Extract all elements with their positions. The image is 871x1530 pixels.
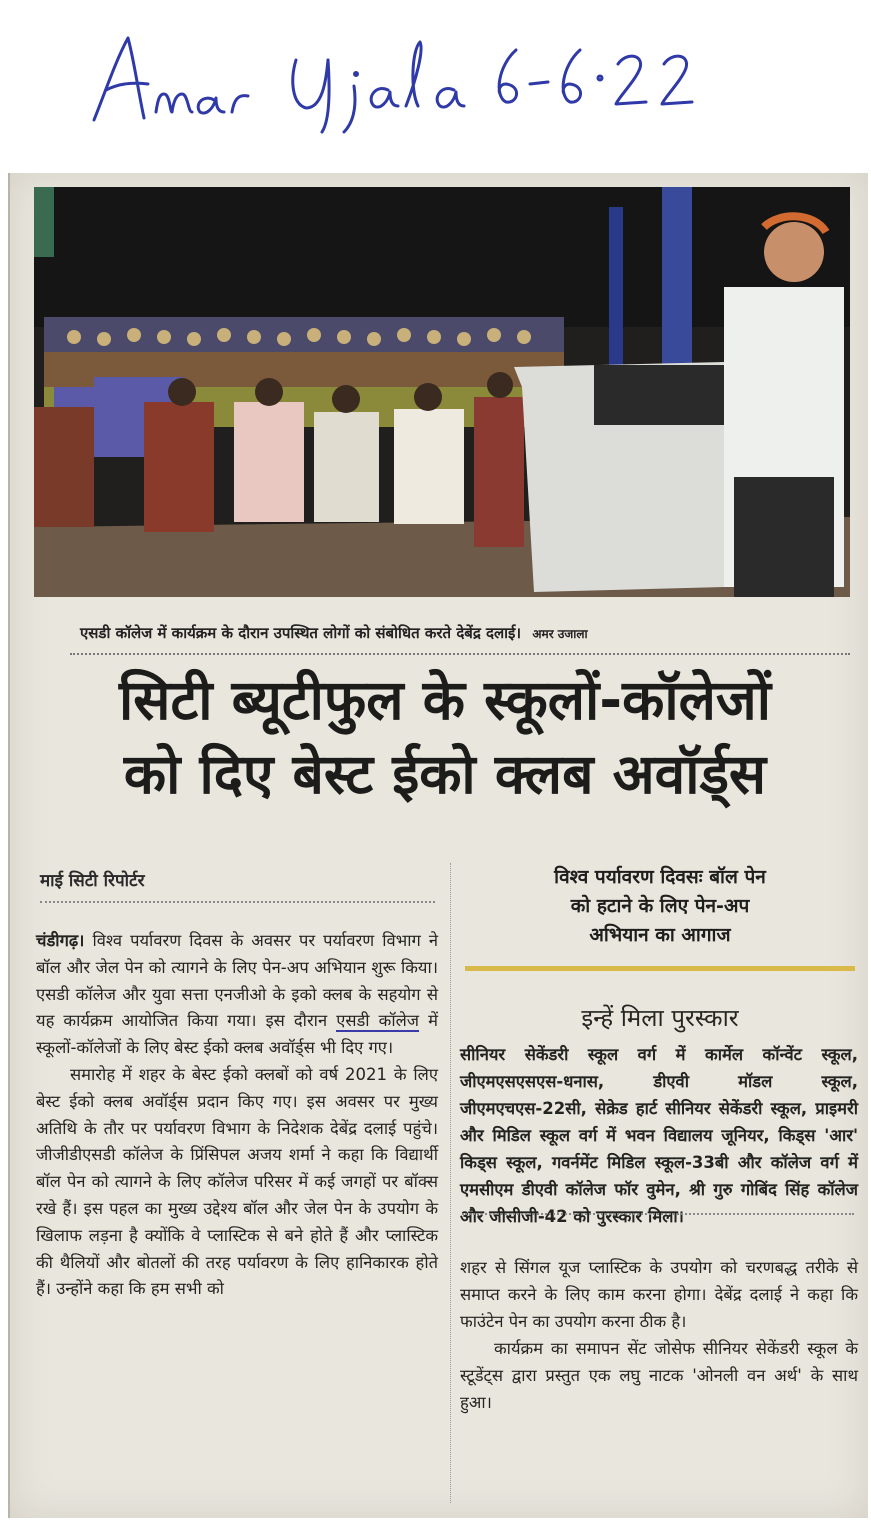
headline-line-2: को दिए बेस्ट ईको क्लब अवॉर्ड्स	[123, 742, 767, 806]
subheadline	[465, 863, 855, 950]
paragraph-1	[36, 928, 438, 1062]
column-divider	[450, 863, 451, 1503]
dateline: चंडीगढ़।	[36, 931, 85, 950]
subheadline-line-3: अभियान का आगाज	[589, 924, 731, 946]
byline-divider	[40, 901, 435, 903]
byline: माई सिटी रिपोर्टर	[40, 871, 145, 891]
paragraph-4: कार्यक्रम का समापन सेंट जोसेफ सीनियर सेकेंडरी स्कूल के स्टूडेंट्स द्वारा प्रस्तुत एक लघु नाटक 'ओनली वन अर्थ' के साथ हुआ।	[460, 1339, 858, 1412]
pen-underlined-text: एसडी कॉलेज	[336, 1011, 420, 1031]
awards-heading: इन्हें मिला पुरस्कार	[581, 1004, 739, 1032]
newspaper-clipping	[8, 173, 868, 1518]
awards-divider	[462, 1213, 854, 1215]
paragraph-1-text-b: में स्कूलों-कॉलेजों के लिए बेस्ट ईको क्लब अवॉर्ड्स भी दिए गए।	[36, 1011, 438, 1058]
headline-line-1: सिटी ब्यूटीफुल के स्कूलों-कॉलेजों	[119, 668, 771, 732]
photo-caption-text: एसडी कॉलेज में कार्यक्रम के दौरान उपस्थित लोगों को संबोधित करते देबेंद्र दलाई।	[80, 624, 522, 642]
paragraph-1-text-a: विश्व पर्यावरण दिवस के अवसर पर पर्यावरण विभाग ने बॉल और जेल पेन को त्यागने के लिए पेन-अप अभियान शुरू किया। एसडी कॉलेज और युवा सत्ता एनजीओ के इको क्लब के सहयोग से यह कार्यक्रम आयोजित किया गया। इस दौरान	[36, 931, 438, 1031]
paragraph-3: शहर से सिंगल यूज प्लास्टिक के उपयोग को चरणबद्ध तरीके से समाप्त करने के लिए काम करना होगा। देबेंद्र दलाई ने कहा कि फाउंटेन पेन का उपयोग करना ठीक है।	[460, 1258, 858, 1331]
article-body-right	[460, 1041, 858, 1416]
photo-caption	[80, 623, 850, 643]
handwritten-date-note	[86, 20, 726, 140]
subheadline-accent-bar	[465, 966, 855, 971]
photo-credit: अमर उजाला	[532, 627, 588, 641]
paragraph-2: समारोह में शहर के बेस्ट ईको क्लबों को वर्ष 2021 के लिए बेस्ट ईको क्लब अवॉर्ड्स प्रदान किए गए। इस अवसर पर मुख्य अतिथि के तौर पर पर्यावरण विभाग के निदेशक देबेंद्र दलाई पहुंचे। जीजीडीएसडी कॉलेज के प्रिंसिपल अजय शर्मा ने कहा कि विद्यार्थी बॉल पेन को त्यागने के लिए कॉलेज परिसर में कई जगहों पर बॉक्स रखे हैं। इस पहल का मुख्य उद्देश्य बॉल और जेल पेन के उपयोग के खिलाफ लड़ना है क्योंकि वे प्लास्टिक से बने होते हैं और प्लास्टिक की थैलियों और बोतलों की तरह पर्यावरण के लिए हानिकारक होते हैं। उन्होंने कहा कि हम सभी को	[36, 1064, 438, 1299]
event-photo	[34, 187, 850, 597]
closing-paragraphs	[460, 1254, 858, 1416]
caption-divider	[70, 653, 850, 655]
awards-list: सीनियर सेकेंडरी स्कूल वर्ग में कार्मेल कॉन्वेंट स्कूल, जीएमएसएसएस-धनास, डीएवी मॉडल स्कूल, जीएमएचएस-22सी, सेक्रेड हार्ट सीनियर सेकेंडरी स्कूल, प्राइमरी और मिडिल स्कूल वर्ग में भवन विद्यालय जूनियर, किड्स 'आर' किड्स स्कूल, गवर्नमेंट मिडिल स्कूल-33बी और कॉलेज वर्ग में एमसीएम डीएवी कॉलेज फॉर वुमेन, श्री गुरु गोबिंद सिंह कॉलेज और जीसीजी-42 को पुरस्कार मिला।	[460, 1045, 858, 1226]
subheadline-line-1: विश्व पर्यावरण दिवसः बॉल पेन	[554, 866, 766, 888]
article-body-left	[36, 928, 438, 1303]
subheadline-line-2: को हटाने के लिए पेन-अप	[570, 895, 750, 917]
